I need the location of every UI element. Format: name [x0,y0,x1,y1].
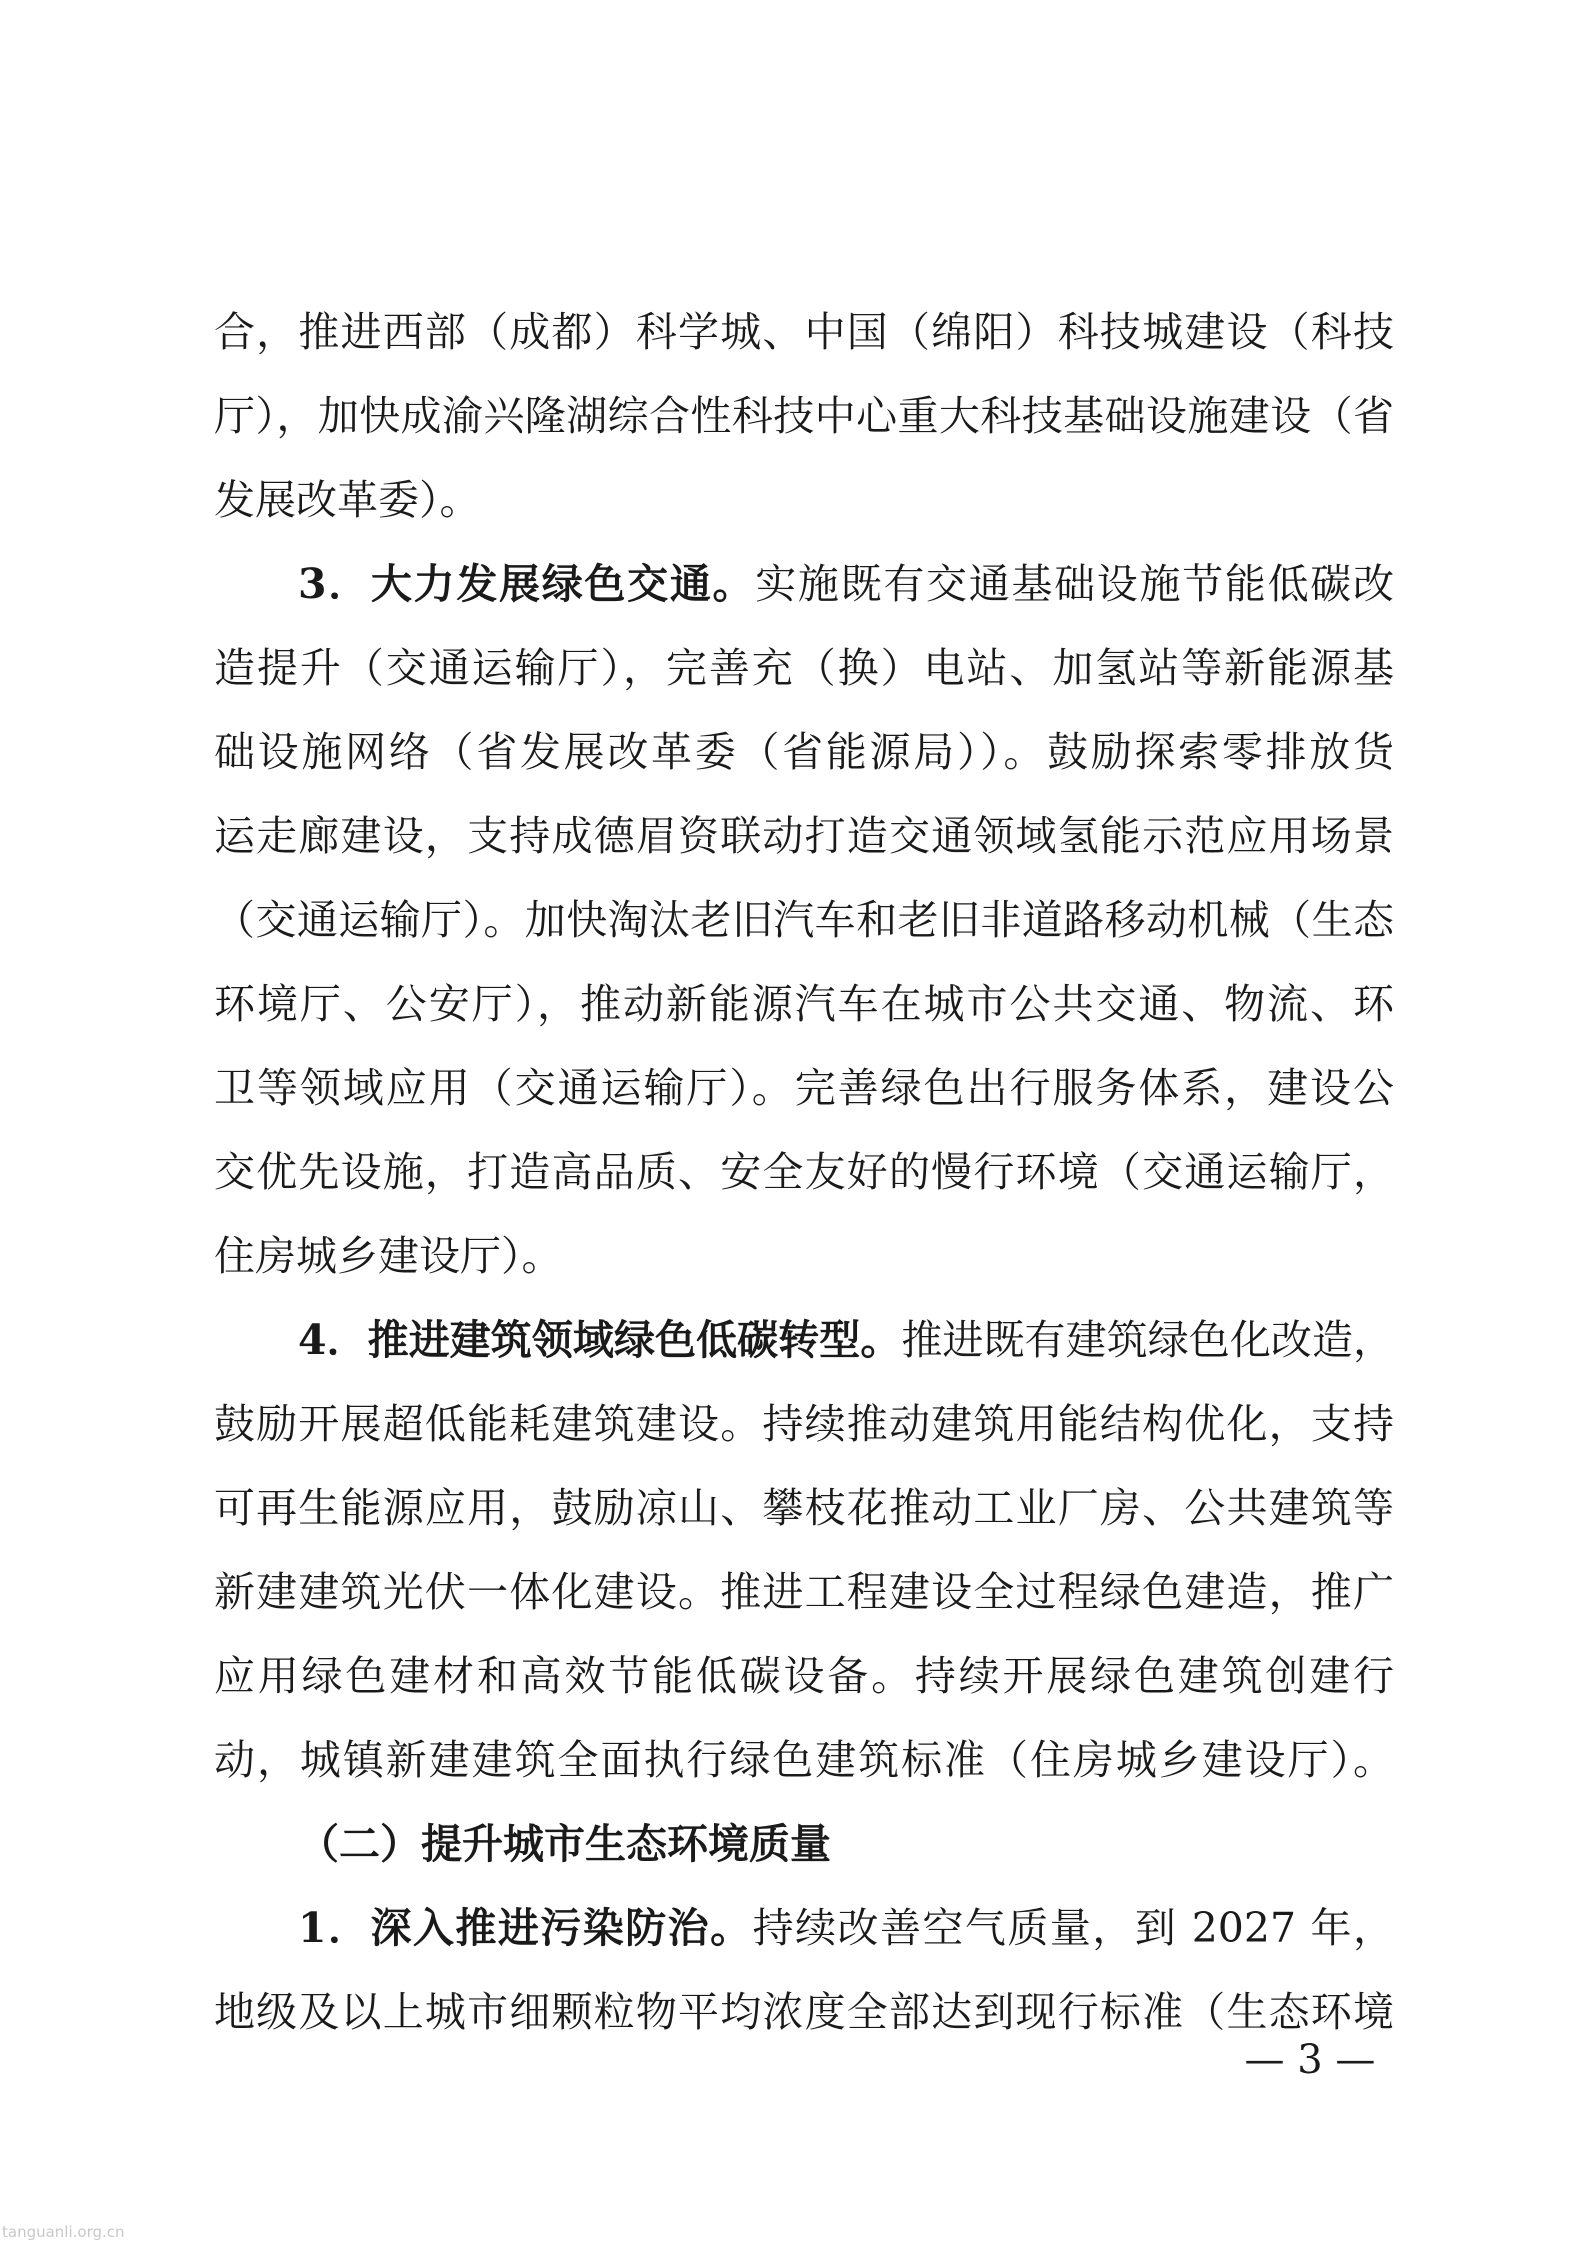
text-line: 应用绿色建材和高效节能低碳设备。持续开展绿色建筑创建行 [214,1652,1394,1700]
text-line: 鼓励开展超低能耗建筑建设。持续推动建筑用能结构优化，支持 [214,1400,1394,1448]
text-line [214,1298,1394,1382]
text-line: 卫等领域应用（交通运输厅）。完善绿色出行服务体系，建设公 [214,1064,1394,1112]
text-line: 住房城乡建设厅）。 [214,1232,563,1280]
text-line: 运走廊建设，支持成德眉资联动打造交通领域氢能示范应用场景 [214,812,1394,860]
text-line: 环境厅、公安厅），推动新能源汽车在城市公共交通、物流、环 [214,980,1394,1028]
document-body [214,290,1394,2054]
text-line: 合，推进西部（成都）科学城、中国（绵阳）科技城建设（科技 [214,308,1394,356]
section-heading: （二）提升城市生态环境质量 [298,1820,831,1868]
text-line [214,542,1394,626]
text-line: 厅），加快成渝兴隆湖综合性科技中心重大科技基础设施建设（省 [214,392,1394,440]
text-line: 可再生能源应用，鼓励凉山、攀枝花推动工业厂房、公共建筑等 [214,1484,1394,1532]
text-line [214,1886,1394,1970]
text-run: 实施既有交通基础设施节能低碳改 [755,560,1394,608]
text-line: 造提升（交通运输厅），完善充（换）电站、加氢站等新能源基 [214,644,1394,692]
text-run: 推进既有建筑绿色化改造， [901,1316,1394,1364]
text-line: 发展改革委）。 [214,476,481,524]
item-heading: 1．深入推进污染防治。 [298,1904,753,1952]
item-heading: 3．大力发展绿色交通。 [298,560,756,608]
item-heading: 4．推进建筑领域绿色低碳转型。 [298,1316,902,1364]
text-line: 础设施网络（省发展改革委（省能源局））。鼓励探索零排放货 [214,728,1394,776]
text-line: 地级及以上城市细颗粒物平均浓度全部达到现行标准（生态环境 [214,1988,1394,2036]
text-run: 持续改善空气质量，到 2027 年， [752,1904,1394,1952]
text-line: （交通运输厅）。加快淘汰老旧汽车和老旧非道路移动机械（生态 [214,896,1394,944]
text-line: 动，城镇新建建筑全面执行绿色建筑标准（住房城乡建设厅）。 [214,1736,1394,1784]
text-line: 交优先设施，打造高品质、安全友好的慢行环境（交通运输厅， [214,1148,1394,1196]
text-line: 新建建筑光伏一体化建设。推进工程建设全过程绿色建造，推广 [214,1568,1394,1616]
page-number: — 3 — [1244,2037,1376,2083]
watermark-text: tanguanli.org.cn [2,2223,125,2241]
